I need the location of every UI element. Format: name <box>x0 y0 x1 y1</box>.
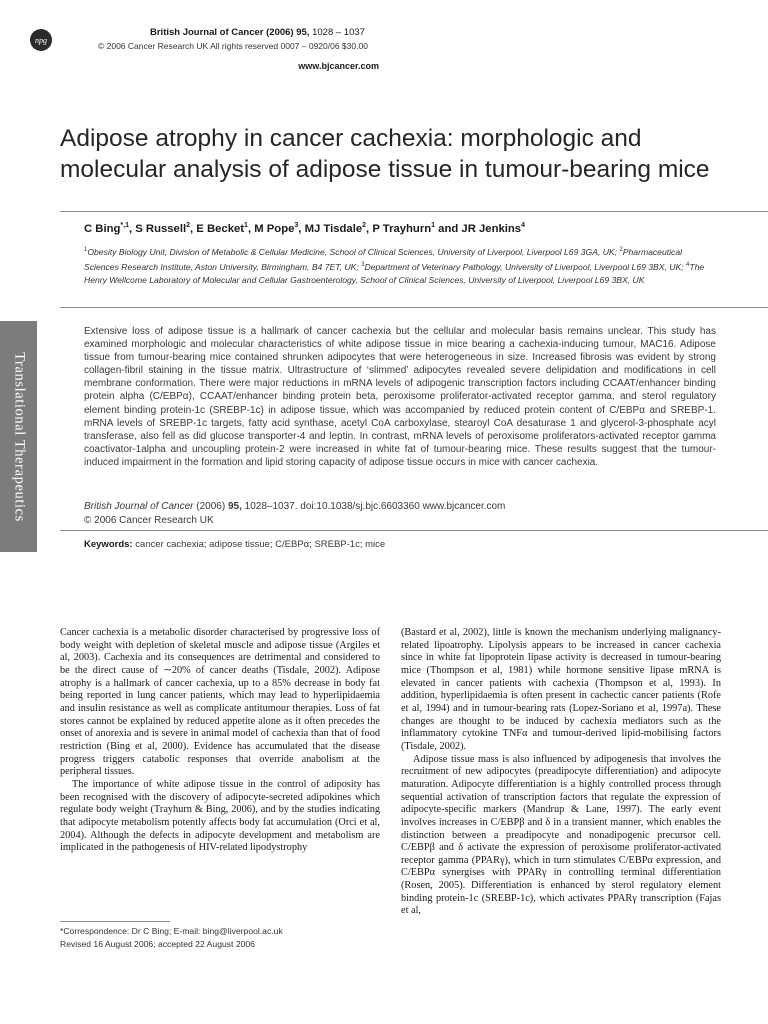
correspondence: *Correspondence: Dr C Bing; E-mail: bing@liverpool.ac.uk <box>60 926 283 936</box>
author-separator: , <box>298 222 305 235</box>
author-name: JR Jenkins <box>461 222 522 235</box>
affiliation-number: 3 <box>361 262 365 269</box>
citation-details: 1028–1037. doi:10.1038/sj.bjc.6603360 www.bjcancer.com <box>241 501 506 512</box>
section-tab-label: Translational Therapeutics <box>11 351 27 522</box>
author-separator: , <box>128 222 136 235</box>
body-paragraph: Adipose tissue mass is also influenced by adipogenesis that involves the recruitment of new adipocytes (preadipocyte differentiation) and adipocyte maturation. Adipocyte differentiation is a highly controlled process through sequential activation of transcription factors that regulate the expression of adipocyte-specific markers (Mandrup & Lane, 1997). The early event involves increases in C/EBPβ and δ in a transient manner, which enables the distinction between a preadipocyte and nonadipogenic precursor cell. C/EBPβ and δ activate the expression of peroxisome proliferator-activated receptor gamma (PPARγ), which in turn stimulates C/EBPα expression, and C/EBPα synergises with PPARγ in controlling terminal differentiation (Rosen, 2005). Differentiation is enhanced by sterol regulatory element binding protein-1c (SREBP-1c), which activates PPARγ transcription (Fajas et al, <box>401 753 721 917</box>
author-affiliation-mark: 1 <box>244 222 248 229</box>
body-paragraph: (Bastard et al, 2002), little is known the mechanism underlying malignancy-related lipoatrophy. Lipolysis appears to be increased in cancer cachexia since in white fat lipoprotein lipase activity is decreased in tumour-bearing mice (Thompson et al, 1981) while hormone sensitive lipase mRNA is elevated in cancer patients with cachexia (Thompson et al, 1993). In addition, hyperlipidaemia is often present in cachectic cancer patients (Rofe et al, 1994) and in tumour-bearing rats (Lopez-Soriano et al, 1997a). These changes are thought to be induced by cachexia mediators such as the inflammatory cytokine TNFα and tumour-derived lipid-mobilising factors (Tisdale, 2002). <box>401 627 721 752</box>
keywords <box>84 539 385 550</box>
citation-year: (2006) <box>193 501 228 512</box>
abstract: Extensive loss of adipose tissue is a hallmark of cancer cachexia but the cellular and molecular basis remains unclear. This study has examined morphologic and molecular characteristics of white adipose tissue in mice bearing a cachexia-inducing tumour, MAC16. Adipose tissue from tumour-bearing mice contained shrunken adipocytes that were heterogeneous in size. Increased fibrosis was evident by strong collagen-fibril staining in the tissue matrix. Ultrastructure of ‘slimmed’ adipocytes revealed severe delipidation and modifications in cell membrane conformation. There were major reductions in mRNA levels of adipogenic transcription factors including CCAAT/enhancer binding protein alpha (C/EBPα), CCAAT/enhancer binding protein beta, peroxisome proliferator-activated receptor gamma, and sterol regulatory element binding protein-1c (SREBP-1c) in adipose tissue, which was accompanied by reduced protein content of C/EBPα and SREBP-1. mRNA levels of SREBP-1c targets, fatty acid synthase, acetyl CoA carboxylase, stearoyl CoA desaturase 1 and glycerol-3-phosphate acyl transferase, also fell as did glucose transporter-4 and leptin. In contrast, mRNA levels of peroxisome proliferators-activated receptor gamma coactivator-1alpha and uncoupling protein-2 were increased in white fat of tumour-bearing mice. These results suggest that the tumour-induced impairment in the formation and lipid storing capacity of adipose tissue occurs in mice with cancer cachexia. <box>84 326 716 468</box>
author-name: P Trayhurn <box>372 222 432 235</box>
body-paragraph: Cancer cachexia is a metabolic disorder characterised by progressive loss of body weight with depletion of skeletal muscle and adipose tissue (Argiles et al, 2003). Cachexia and its consequences are detrimental and considered to be the direct cause of ∼20% of cancer deaths (Tisdale, 2002). Adipose atrophy is a hallmark of cancer cachexia, up to a 85% decrease in body fat being reported in lung cancer patients, which may lead to hyperlipidaemia and insulin resistance as well as complicate antitumour therapies. Loss of fat stores cannot be explained by reduced appetite alone as it often precedes the onset of anorexia and is severe in animal model of cachexia than that of food restriction (Bing et al, 2000). Evidence has accumulated that the disease progress triggers catabolic responses that override anabolism at the peripheral tissues. <box>60 627 380 778</box>
author-affiliation-mark: *,1 <box>120 222 129 229</box>
affiliation-text: Pharmaceutical Sciences Research Institute, Aston University, Birmingham, B4 7ET, UK; <box>84 246 683 273</box>
author-separator: , <box>247 222 255 235</box>
author-name: S Russell <box>135 222 187 235</box>
author-list <box>84 222 744 235</box>
author-separator: , <box>366 222 373 235</box>
affiliation-text: Obesity Biology Unit, Division of Metabolic & Cellular Medicine, School of Clinical Sciences, University of Liverpool, Liverpool L69 3GA, UK; <box>87 246 620 257</box>
divider <box>60 307 768 308</box>
footnote <box>60 925 380 950</box>
affiliation-number: 2 <box>619 247 623 253</box>
body-column-left <box>60 627 380 855</box>
author-affiliation-mark: 3 <box>294 222 299 229</box>
author-name: M Pope <box>254 222 295 235</box>
header-website-link[interactable]: www.bjcancer.com <box>298 61 379 71</box>
affiliation-number: 1 <box>84 247 88 253</box>
affiliation-number: 4 <box>686 262 690 269</box>
npg-logo: npg <box>30 29 52 51</box>
author-name: MJ Tisdale <box>304 222 363 235</box>
author-affiliation-mark: 2 <box>186 222 191 229</box>
section-tab <box>0 321 37 552</box>
page-range: 1028 – 1037 <box>312 27 365 38</box>
divider <box>60 530 768 531</box>
author-affiliation-mark: 1 <box>431 222 436 229</box>
header-copyright: © 2006 Cancer Research UK All rights reserved 0007 – 0920/06 $30.00 <box>98 41 368 51</box>
citation-journal: British Journal of Cancer <box>84 501 194 512</box>
keywords-text: cancer cachexia; adipose tissue; C/EBPα; SREBP-1c; mice <box>135 539 386 550</box>
body-column-right <box>401 627 721 1012</box>
author-name: E Becket <box>196 222 245 235</box>
author-name: C Bing <box>84 222 121 235</box>
author-affiliation-mark: 4 <box>521 222 525 229</box>
footnote-divider <box>60 921 170 922</box>
citation <box>84 501 716 512</box>
author-separator: and <box>435 222 462 235</box>
author-separator: , <box>190 222 197 235</box>
journal-name: British Journal of Cancer (2006) 95, <box>150 27 310 38</box>
article-title: Adipose atrophy in cancer cachexia: morphologic and molecular analysis of adipose tissue in tumour-bearing mice <box>60 125 710 183</box>
received-date: Revised 16 August 2006; accepted 22 August 2006 <box>60 938 255 949</box>
body-paragraph: The importance of white adipose tissue in the control of adiposity has been recognised with the discovery of adipocyte-secreted adipokines which regulate body weight (Trayhurn & Bing, 2006), and by the studies indicating that adipocyte metabolism potently affects body fat accumulation (Orci et al, 2004). Although the defects in adipocyte development and metabolism are implicated in the pathogenesis of HIV-related lipodystrophy <box>60 778 380 854</box>
affiliations <box>84 244 712 288</box>
citation-copyright: © 2006 Cancer Research UK <box>84 515 214 526</box>
affiliation-text: The Henry Wellcome Laboratory of Molecular and Cellular Gastroenterology, School of Clinical Sciences, University of Liverpool, Liverpool L69 3BX, UK <box>84 262 705 286</box>
journal-header <box>150 27 365 38</box>
citation-volume: 95, <box>227 501 242 512</box>
affiliation-text: Department of Veterinary Pathology, University of Liverpool, Liverpool L69 3BX, UK; <box>364 262 687 273</box>
keywords-label: Keywords: <box>84 539 133 550</box>
divider <box>60 211 768 212</box>
author-affiliation-mark: 2 <box>362 222 367 229</box>
